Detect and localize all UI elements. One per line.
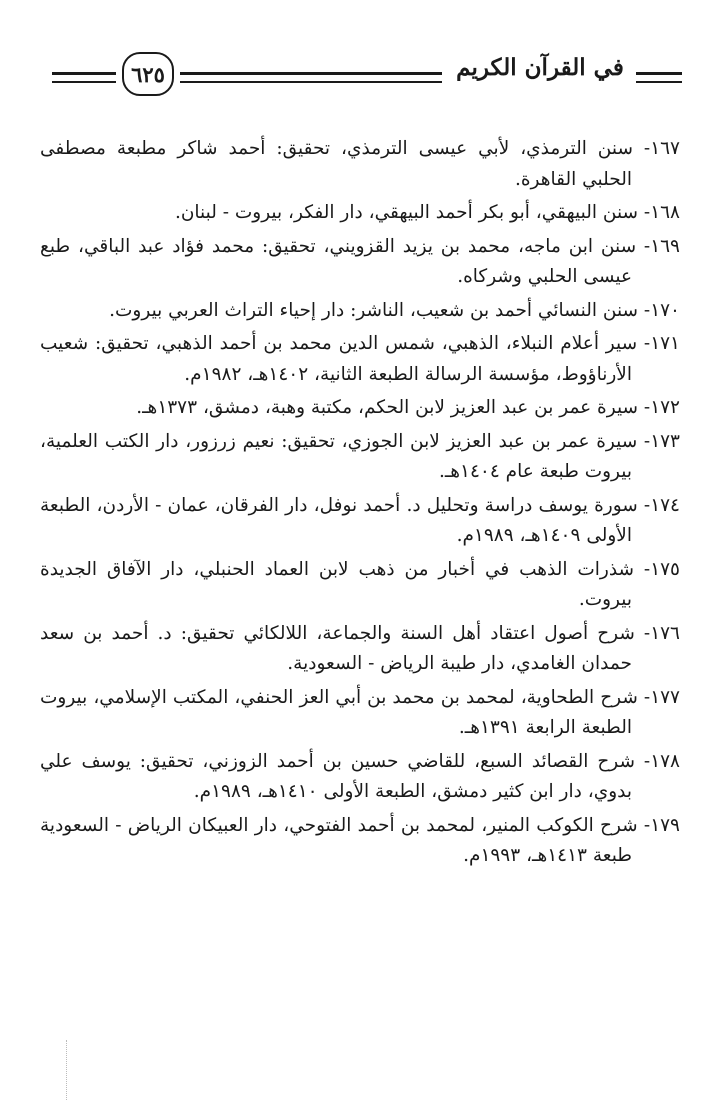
entry-text: سير أعلام النبلاء، الذهبي، شمس الدين محمد بن أحمد الذهبي، تحقيق: شعيب الأرناؤوط، مؤسسة الرسالة الطبعة الثانية، ١٤٠٢هـ، ١٩٨٢م. — [40, 333, 638, 385]
header-rule — [52, 81, 116, 83]
bibliography-entry: ١٧٢- سيرة عمر بن عبد العزيز لابن الحكم، مكتبة وهبة، دمشق، ١٣٧٣هـ. — [136, 397, 680, 418]
bibliography-entry: ١٧١- سير أعلام النبلاء، الذهبي، شمس الدين محمد بن أحمد الذهبي، تحقيق: شعيب الأرناؤوط، مؤسسة الرسالة الطبعة الثانية، ١٤٠٢هـ، ١٩٨٢م. — [40, 333, 680, 385]
bibliography-entry: ١٧٦- شرح أصول اعتقاد أهل السنة والجماعة، اللالكائي تحقيق: د. أحمد بن سعد حمدان الغامدي، دار طيبة الرياض - السعودية. — [40, 622, 680, 674]
entry-number: ١٦٩ — [650, 235, 680, 257]
entry-number: ١٧٢ — [650, 397, 680, 418]
entry-text: سيرة عمر بن عبد العزيز لابن الجوزي، تحقيق: نعيم زرزور، دار الكتب العلمية، بيروت طبعة عام ١٤٠٤هـ. — [40, 430, 638, 482]
margin-guide — [66, 1040, 68, 1100]
bibliography-entry: ١٦٨- سنن البيهقي، أبو بكر أحمد البيهقي، دار الفكر، بيروت - لبنان. — [174, 202, 680, 223]
entry-number: ١٧١ — [650, 333, 680, 354]
header-rule — [180, 81, 442, 83]
bibliography-entry: ١٧٠- سنن النسائي أحمد بن شعيب، الناشر: دار إحياء التراث العربي بيروت. — [109, 299, 680, 321]
entry-number: ١٦٨ — [650, 202, 680, 223]
bibliography-entry: ١٧٣- سيرة عمر بن عبد العزيز لابن الجوزي، تحقيق: نعيم زرزور، دار الكتب العلمية، بيروت طبعة عام ١٤٠٤هـ. — [40, 430, 680, 482]
entry-number: ١٧٠ — [650, 299, 680, 321]
entry-text: سنن ابن ماجه، محمد بن يزيد القزويني، تحقيق: محمد فؤاد عبد الباقي، طبع عيسى الحلبي وشركاه. — [40, 235, 637, 287]
entry-text: شرح الطحاوية، لمحمد بن محمد بن أبي العز الحنفي، المكتب الإسلامي، بيروت الطبعة الرابعة ١٣٩١هـ. — [40, 686, 638, 738]
bibliography-entry: ١٧٤- سورة يوسف دراسة وتحليل د. أحمد نوفل، دار الفرقان، عمان - الأردن، الطبعة الأولى ١٤٠٩هـ، ١٩٨٩م. — [40, 494, 680, 546]
entry-number: ١٦٧ — [650, 138, 680, 159]
entry-text: سنن النسائي أحمد بن شعيب، الناشر: دار إحياء التراث العربي بيروت. — [109, 299, 639, 321]
entry-number: ١٧٩ — [650, 814, 680, 836]
page-number: ٦٢٥ — [122, 52, 174, 96]
page-header — [52, 48, 682, 108]
entry-text: شذرات الذهب في أخبار من ذهب لابن العماد الحنبلي، دار الآفاق الجديدة بيروت. — [40, 558, 635, 610]
header-rule — [52, 72, 116, 75]
entry-text: سيرة عمر بن عبد العزيز لابن الحكم، مكتبة وهبة، دمشق، ١٣٧٣هـ. — [136, 397, 639, 418]
bibliography-entry: ١٧٨- شرح القصائد السبع، للقاضي حسين بن أحمد الزوزني، تحقيق: يوسف علي بدوي، دار ابن كثير دمشق، الطبعة الأولى ١٤١٠هـ، ١٩٨٩م. — [40, 750, 680, 802]
entry-number: ١٧٣ — [650, 430, 680, 452]
bibliography-entry: ١٧٥- شذرات الذهب في أخبار من ذهب لابن العماد الحنبلي، دار الآفاق الجديدة بيروت. — [40, 558, 680, 610]
entry-text: سورة يوسف دراسة وتحليل د. أحمد نوفل، دار الفرقان، عمان - الأردن، الطبعة الأولى ١٤٠٩هـ، ١٩٨٩م. — [40, 494, 638, 546]
bibliography-entry: ١٧٧- شرح الطحاوية، لمحمد بن محمد بن أبي العز الحنفي، المكتب الإسلامي، بيروت الطبعة الرابعة ١٣٩١هـ. — [40, 686, 680, 738]
running-title: في القرآن الكريم — [456, 54, 624, 81]
bibliography-entry: ١٦٩- سنن ابن ماجه، محمد بن يزيد القزويني، تحقيق: محمد فؤاد عبد الباقي، طبع عيسى الحلبي وشركاه. — [40, 235, 680, 287]
header-rule — [636, 72, 682, 75]
entry-number: ١٧٨ — [650, 750, 680, 772]
entry-text: سنن البيهقي، أبو بكر أحمد البيهقي، دار الفكر، بيروت - لبنان. — [174, 202, 639, 223]
entry-text: سنن الترمذي، لأبي عيسى الترمذي، تحقيق: أحمد شاكر مطبعة مصطفى الحلبي القاهرة. — [40, 138, 633, 190]
bibliography-entry: ١٧٩- شرح الكوكب المنير، لمحمد بن أحمد الفتوحي، دار العبيكان الرياض - السعودية طبعة ١٤١٣هـ، ١٩٩٣م. — [40, 814, 680, 866]
entry-text: شرح القصائد السبع، للقاضي حسين بن أحمد الزوزني، تحقيق: يوسف علي بدوي، دار ابن كثير دمشق، الطبعة الأولى ١٤١٠هـ، ١٩٨٩م. — [40, 750, 635, 802]
header-rule — [180, 72, 442, 75]
entry-text: شرح أصول اعتقاد أهل السنة والجماعة، اللالكائي تحقيق: د. أحمد بن سعد حمدان الغامدي، دار طيبة الرياض - السعودية. — [40, 622, 635, 674]
entry-number: ١٧٥ — [650, 558, 680, 580]
entry-number: ١٧٤ — [650, 494, 680, 516]
entry-text: شرح الكوكب المنير، لمحمد بن أحمد الفتوحي، دار العبيكان الرياض - السعودية طبعة ١٤١٣هـ، ١٩٩٣م. — [40, 814, 638, 866]
entry-number: ١٧٧ — [650, 686, 680, 708]
header-rule — [636, 81, 682, 83]
bibliography-list — [40, 134, 680, 875]
entry-number: ١٧٦ — [650, 622, 680, 644]
bibliography-entry: ١٦٧- سنن الترمذي، لأبي عيسى الترمذي، تحقيق: أحمد شاكر مطبعة مصطفى الحلبي القاهرة. — [40, 138, 680, 190]
